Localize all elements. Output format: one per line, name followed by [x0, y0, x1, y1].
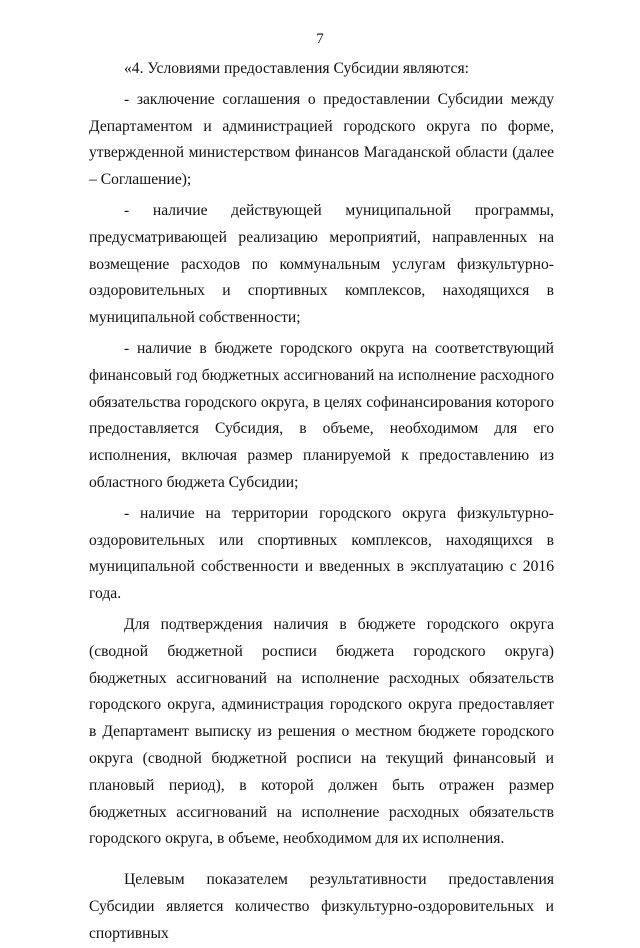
condition-program-paragraph: - наличие действующей муниципальной программы, предусматривающей реализацию мероприятий, направленных на возмещение расходов по коммунальным услугам физкультурно-оздоровительных и спортивных комплексов, находящихся в муниципальной собственности; — [89, 201, 554, 327]
target-indicator-paragraph: Целевым показателем результативности предоставления Субсидии является количество физкультурно-оздоровительных и спортивных — [89, 871, 554, 942]
condition-budget-paragraph: - наличие в бюджете городского округа на соответствующий финансовый год бюджетных ассигнований на исполнение расходного обязательства городского округа, в целях софинансирования которого предоставляется Субсидия, в объеме, необходимом для его исполнения, включая размер планируемой к предоставлению из областного бюджета Субсидии; — [89, 339, 554, 491]
document-body — [89, 56, 554, 948]
page-number: 7 — [316, 31, 324, 47]
condition-agreement-paragraph: - заключение соглашения о предоставлении Субсидии между Департаментом и администрацией городского округа по форме, утвержденной министерством финансов Магаданской области (далее – Соглашение); — [89, 90, 554, 189]
condition-facilities-paragraph: - наличие на территории городского округа физкультурно-оздоровительных или спортивных комплексов, находящихся в муниципальной собственности и введенных в эксплуатацию с 2016 года. — [89, 504, 554, 603]
confirmation-paragraph: Для подтверждения наличия в бюджете городского округа (сводной бюджетной росписи бюджета городского округа) бюджетных ассигнований на исполнение расходных обязательств городского округа, администрация городского округа предоставляет в Департамент выписку из решения о местном бюджете городского округа (сводной бюджетной росписи на текущий финансовый и плановый период), в которой должен быть отражен размер бюджетных ассигнований на исполнение расходных обязательств городского округа, в объеме, необходимом для их исполнения. — [89, 615, 554, 848]
section-heading-paragraph: «4. Условиями предоставления Субсидии являются: — [124, 60, 469, 77]
